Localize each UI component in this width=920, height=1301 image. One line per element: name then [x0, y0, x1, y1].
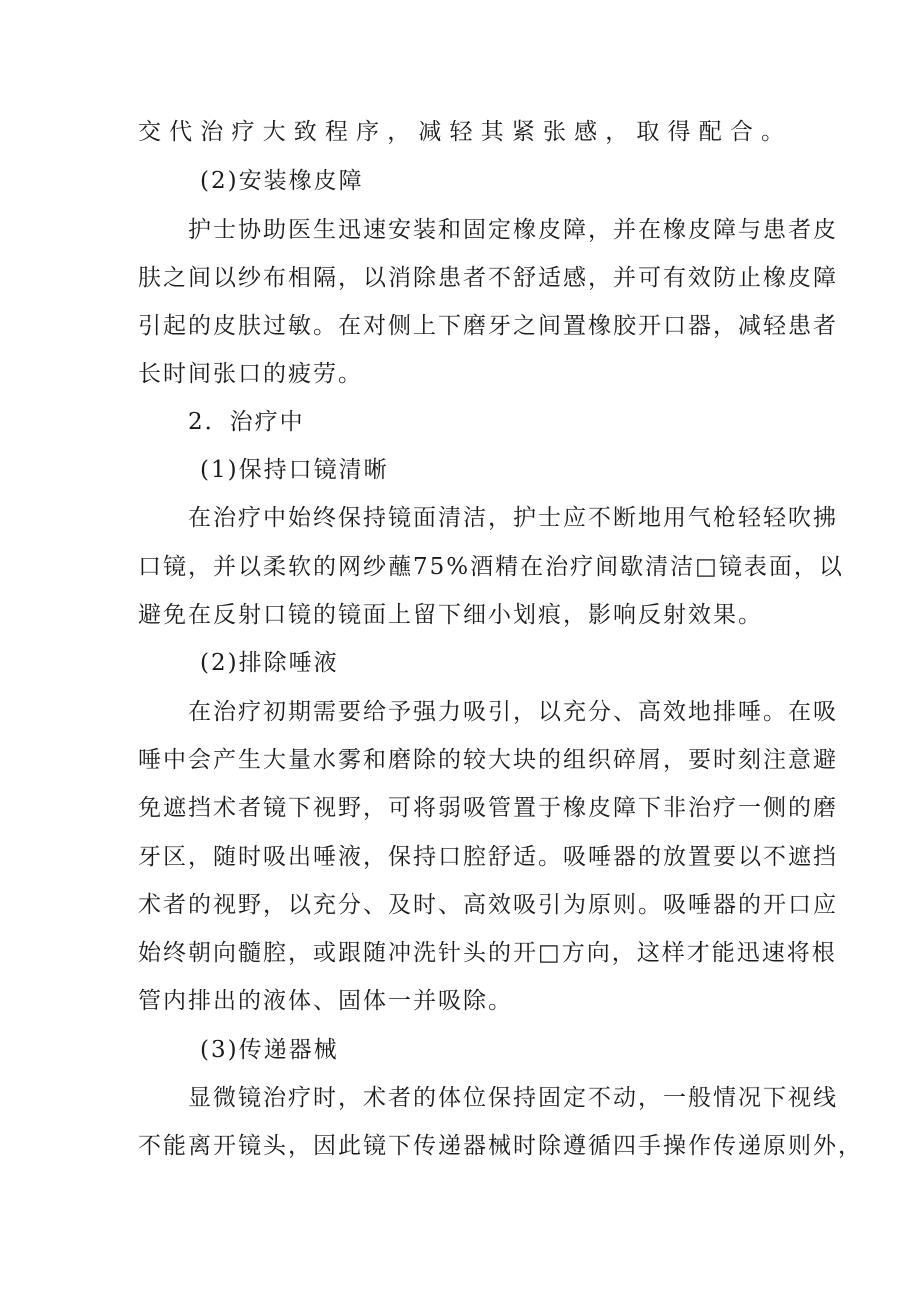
paragraph-line: 引起的皮肤过敏。在对侧上下磨牙之间置橡胶开口器，减轻患者: [138, 313, 838, 339]
paragraph-line: 肤之间以纱布相隔，以消除患者不舒适感，并可有效防止橡皮障: [138, 265, 838, 291]
section-heading: 2．治疗中: [188, 409, 305, 435]
paragraph-line: 术者的视野，以充分、及时、高效吸引为原则。吸唾器的开口应: [138, 892, 838, 918]
paragraph-line: 长时间张口的疲劳。: [138, 361, 363, 387]
paragraph-line: 免遮挡术者镜下视野，可将弱吸管置于橡皮障下非治疗一侧的磨: [138, 795, 838, 821]
subsection-heading: (3)传递器械: [200, 1037, 339, 1063]
paragraph-line: 管内排出的液体、固体一并吸除。: [138, 988, 513, 1014]
paragraph-line: 显微镜治疗时，术者的体位保持固定不动，一般情况下视线: [188, 1085, 838, 1111]
paragraph-line: 在治疗初期需要给予强力吸引，以充分、高效地排唾。在吸: [188, 699, 838, 725]
paragraph-line: 唾中会产生大量水雾和磨除的较大块的组织碎屑，要时刻注意避: [138, 747, 838, 773]
paragraph-line: 护士协助医生迅速安装和固定橡皮障，并在橡皮障与患者皮: [188, 217, 838, 243]
paragraph-line: 交代治疗大致程序，减轻其紧张感，取得配合。: [138, 119, 786, 145]
subsection-heading: (1)保持口镜清晰: [200, 457, 389, 483]
subsection-heading: (2)安装橡皮障: [200, 168, 364, 194]
paragraph-line: 始终朝向髓腔，或跟随冲洗针头的开□方向，这样才能迅速将根: [138, 940, 837, 966]
paragraph-line: 避免在反射口镜的镜面上留下细小划痕，影响反射效果。: [138, 602, 763, 628]
subsection-heading: (2)排除唾液: [200, 650, 339, 676]
paragraph-line: 不能离开镜头，因此镜下传递器械时除遵循四手操作传递原则外，: [138, 1133, 863, 1159]
paragraph-line: 牙区，随时吸出唾液，保持口腔舒适。吸唾器的放置要以不遮挡: [138, 844, 838, 870]
paragraph-line: 口镜，并以柔软的网纱蘸75%酒精在治疗间歇清洁□镜表面，以: [138, 554, 844, 580]
paragraph-line: 在治疗中始终保持镜面清洁，护士应不断地用气枪轻轻吹拂: [188, 505, 838, 531]
